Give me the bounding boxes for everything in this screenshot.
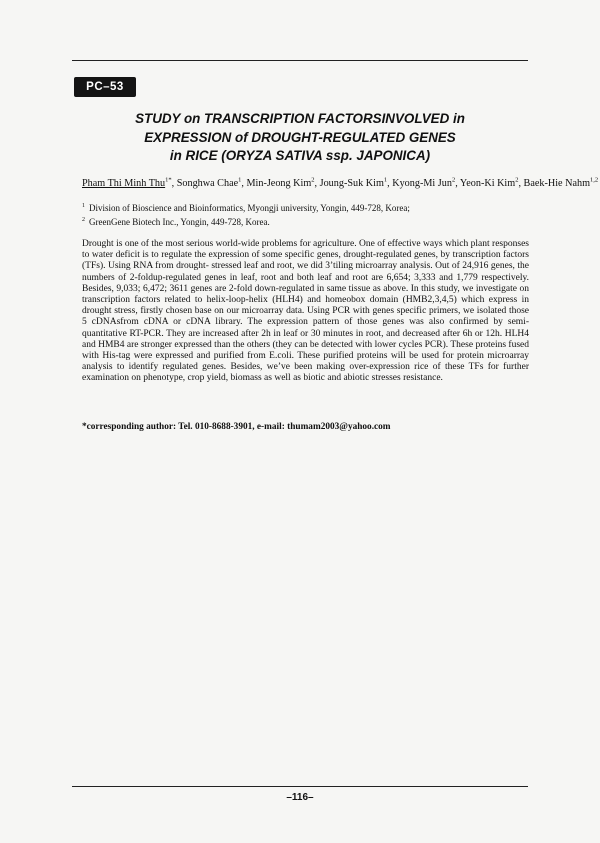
author-name: Joung-Suk Kim xyxy=(319,178,384,189)
author-name: Songhwa Chae xyxy=(176,178,239,189)
affiliation-text: GreenGene Biotech Inc., Yongin, 449-728, Korea. xyxy=(89,216,270,227)
affiliation-text: Division of Bioscience and Bioinformatics, Myongji university, Yongin, 449-728, Korea; xyxy=(89,203,410,213)
author-name: Kyong-Mi Jun xyxy=(392,178,452,189)
affiliations xyxy=(82,202,528,229)
author-affil-mark: 1 xyxy=(238,176,242,184)
paper-title xyxy=(72,110,528,166)
session-badge: PC–53 xyxy=(74,77,136,97)
author-affil-mark: 1,2 xyxy=(590,176,599,184)
title-line: in RICE (ORYZA SATIVA ssp. JAPONICA) xyxy=(169,148,431,163)
author-name: Pham Thi Minh Thu xyxy=(82,178,166,189)
author-name: Min-Jeong Kim xyxy=(246,178,312,189)
title-line: EXPRESSION of DROUGHT-REGULATED GENES xyxy=(144,129,456,145)
author-affil-mark: 2 xyxy=(311,176,315,184)
corresponding-author: *corresponding author: Tel. 010-8688-3901, e-mail: thumam2003@yahoo.com xyxy=(82,422,391,432)
affiliation-mark: 1 xyxy=(82,203,85,209)
author-list: Pham Thi Minh Thu$^{1*}$, Songhwa Chae$^1$, Min-Jeong Kim$^2$, Joung-Suk Kim$^1$, Kyong-Mi Jun$^2$, Yeon-Ki Kim$^2$, Baek-Hie Nahm$^{1,2}$ xyxy=(82,176,599,189)
top-rule xyxy=(72,60,528,61)
abstract-body: Drought is one of the most serious world-wide problems for agriculture. One of effective ways which plant responses to water deficit is to regulate the expression of some specific genes, drought-regulated genes, by transcription factors (TFs). Using RNA from drought- stressed leaf and root, we did 3’tiling microarray analysis. Out of 24,916 genes, the numbers of 2-foldup-regulated genes in leaf, root and both leaf and root are 6,654; 3,333 and 1,779 respectively. Besides, 9,033; 6,472; 3611 genes are 2-fold down-regulated in same tissue as above. In this study, we investigate on transcription factors related to helix-loop-helix (HLH4) and homeobox domain (HMB2,3,4,5) which express in drought stress, firstly chosen base on our microarray data. Using PCR with genes specific primers, we isolated those 5 cDNAsfrom cDNA or cDNA library. The expression pattern of those genes was also confirmed by semi-quantitative RT-PCR. They are increased after 2h in leaf or 30 minutes in root, and decreased after 6h or 12h. HLH4 and HMB4 are stronger expressed than the others (they can be detected with lower cycles PCR). These proteins fused with His-tag were expressed and purified from E.coli. These purified proteins will be used for protein microarray analysis to identify regulated genes. Besides, we’ve been making over-expression rice of these TFs for further examination on phenotype, crop yield, biomass as well as biotic and abiotic stresses resistance. xyxy=(82,239,529,384)
bottom-rule xyxy=(72,786,528,787)
author-name: Baek-Hie Nahm xyxy=(523,178,591,189)
author-name: Yeon-Ki Kim xyxy=(459,178,516,189)
author-affil-mark: 2 xyxy=(515,176,519,184)
author-affil-mark: 1 xyxy=(383,176,388,184)
affiliation-item xyxy=(82,216,528,230)
author-affil-mark: 2 xyxy=(451,176,456,184)
affiliation-item xyxy=(82,202,528,216)
author-affil-mark: 1* xyxy=(165,176,172,184)
page-number: –116– xyxy=(286,792,314,803)
affiliation-mark: 2 xyxy=(82,216,85,223)
title-line: STUDY on TRANSCRIPTION FACTORSINVOLVED in xyxy=(135,111,465,126)
